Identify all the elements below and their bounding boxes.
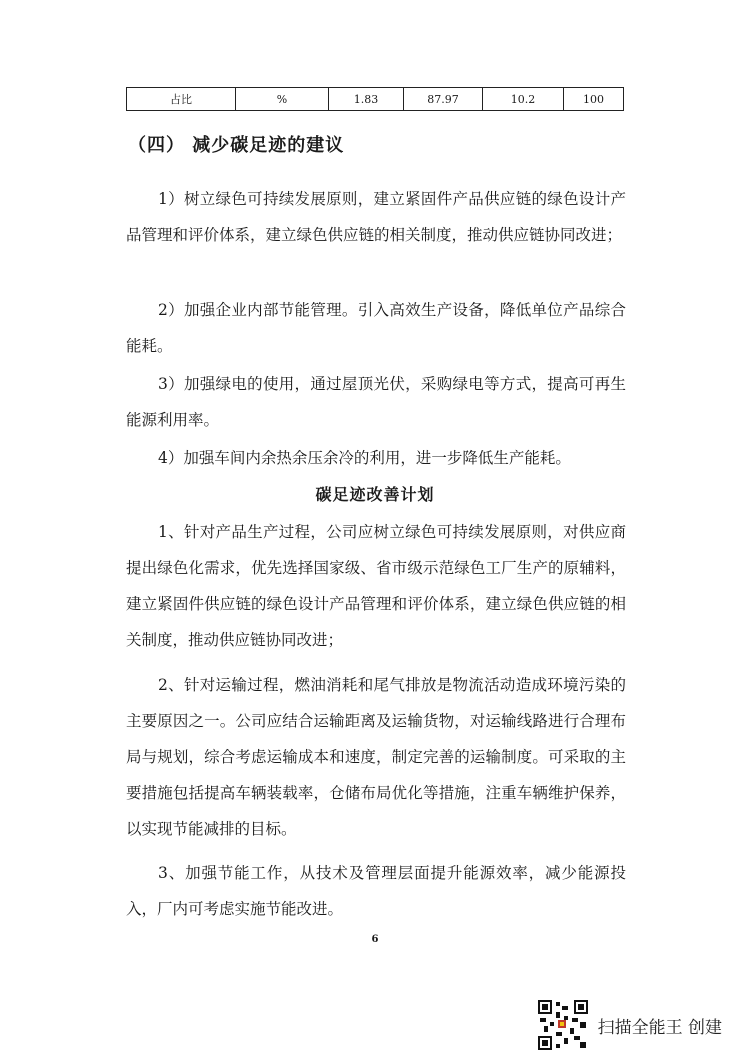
plan-title: 碳足迹改善计划 — [315, 485, 435, 504]
qr-code-icon — [538, 1000, 588, 1050]
table-cell: 87.97 — [404, 88, 483, 111]
page-number: 6 — [371, 934, 379, 945]
table-cell: 100 — [564, 88, 624, 111]
table-cell: 1.83 — [329, 88, 404, 111]
suggestion-paragraph: 2）加强企业内部节能管理。引入高效生产设备，降低单位产品综合能耗。 — [126, 301, 626, 355]
suggestion-paragraph: 4）加强车间内余热余压余冷的利用，进一步降低生产能耗。 — [158, 449, 571, 467]
plan-paragraph: 3、加强节能工作，从技术及管理层面提升能源效率，减少能源投入，厂内可考虑实施节能改进。 — [126, 864, 626, 918]
table-cell: % — [236, 88, 329, 111]
summary-table — [126, 87, 624, 111]
suggestion-paragraph: 1）树立绿色可持续发展原则，建立紧固件产品供应链的绿色设计产品管理和评价体系，建立绿色供应链的相关制度，推动供应链协同改进； — [126, 190, 626, 244]
table-cell: 占比 — [127, 88, 236, 111]
table-cell: 10.2 — [483, 88, 564, 111]
plan-paragraph: 1、针对产品生产过程，公司应树立绿色可持续发展原则，对供应商提出绿色化需求，优先选择国家级、省市级示范绿色工厂生产的原辅料，建立紧固件供应链的绿色设计产品管理和评价体系，建立绿色供应链的相关制度，推动供应链协同改进； — [126, 523, 626, 649]
footer-text: 扫描全能王 创建 — [597, 1017, 722, 1038]
suggestion-paragraph: 3）加强绿电的使用，通过屋顶光伏，采购绿电等方式，提高可再生能源利用率。 — [126, 375, 626, 429]
plan-paragraph: 2、针对运输过程，燃油消耗和尾气排放是物流活动造成环境污染的主要原因之一。公司应结合运输距离及运输货物，对运输线路进行合理布局与规划，综合考虑运输成本和速度，制定完善的运输制度。可采取的主要措施包括提高车辆装载率，仓储布局优化等措施，注重车辆维护保养，以实现节能减排的目标。 — [126, 676, 626, 838]
table-row — [127, 88, 624, 111]
section-title: （四） 减少碳足迹的建议 — [128, 135, 345, 156]
scanner-watermark — [538, 1000, 722, 1050]
